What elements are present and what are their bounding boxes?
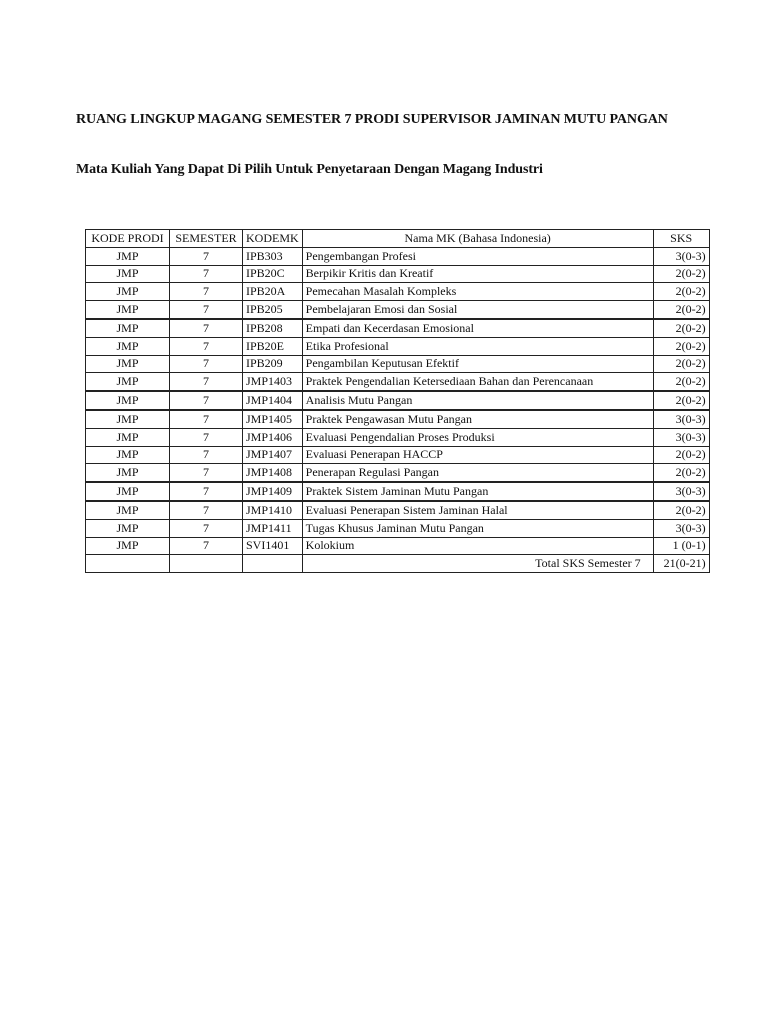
cell-sks: 2(0-2) — [653, 301, 709, 319]
cell-sks: 1 (0-1) — [653, 537, 709, 555]
total-row — [86, 555, 710, 573]
cell-semester: 7 — [170, 301, 243, 319]
document-subtitle: Mata Kuliah Yang Dapat Di Pilih Untuk Penyetaraan Dengan Magang Industri — [76, 162, 543, 177]
cell-semester: 7 — [170, 391, 243, 410]
total-blank-cell — [243, 555, 303, 573]
cell-sks: 2(0-2) — [653, 355, 709, 373]
cell-semester: 7 — [170, 265, 243, 283]
cell-kode-prodi: JMP — [86, 247, 170, 265]
cell-sks: 3(0-3) — [653, 247, 709, 265]
cell-semester: 7 — [170, 410, 243, 428]
cell-semester: 7 — [170, 247, 243, 265]
cell-nama-mk: Praktek Pengawasan Mutu Pangan — [302, 410, 653, 428]
cell-kodemk: IPB20C — [243, 265, 303, 283]
cell-semester: 7 — [170, 337, 243, 355]
table-row — [86, 391, 710, 410]
header-sks: SKS — [653, 230, 709, 248]
cell-kode-prodi: JMP — [86, 391, 170, 410]
cell-sks: 3(0-3) — [653, 519, 709, 537]
table-row — [86, 519, 710, 537]
cell-kodemk: JMP1411 — [243, 519, 303, 537]
cell-nama-mk: Pembelajaran Emosi dan Sosial — [302, 301, 653, 319]
cell-semester: 7 — [170, 373, 243, 391]
cell-kodemk: JMP1410 — [243, 501, 303, 519]
cell-kodemk: JMP1405 — [243, 410, 303, 428]
cell-semester: 7 — [170, 355, 243, 373]
cell-sks: 2(0-2) — [653, 464, 709, 482]
cell-nama-mk: Empati dan Kecerdasan Emosional — [302, 319, 653, 337]
cell-sks: 2(0-2) — [653, 391, 709, 410]
cell-sks: 2(0-2) — [653, 373, 709, 391]
cell-sks: 2(0-2) — [653, 337, 709, 355]
cell-kodemk: IPB209 — [243, 355, 303, 373]
table-header-row — [86, 230, 710, 248]
cell-sks: 2(0-2) — [653, 501, 709, 519]
header-kode-prodi: KODE PRODI — [86, 230, 170, 248]
cell-kodemk: JMP1403 — [243, 373, 303, 391]
cell-semester: 7 — [170, 464, 243, 482]
course-table-body — [86, 247, 710, 555]
total-blank-cell — [170, 555, 243, 573]
cell-kodemk: IPB20E — [243, 337, 303, 355]
cell-sks: 2(0-2) — [653, 446, 709, 464]
cell-nama-mk: Berpikir Kritis dan Kreatif — [302, 265, 653, 283]
cell-kodemk: JMP1406 — [243, 428, 303, 446]
cell-kode-prodi: JMP — [86, 446, 170, 464]
table-row — [86, 301, 710, 319]
cell-semester: 7 — [170, 537, 243, 555]
cell-nama-mk: Evaluasi Penerapan HACCP — [302, 446, 653, 464]
cell-kodemk: IPB303 — [243, 247, 303, 265]
table-row — [86, 337, 710, 355]
cell-kodemk: JMP1407 — [243, 446, 303, 464]
cell-kode-prodi: JMP — [86, 428, 170, 446]
cell-semester: 7 — [170, 446, 243, 464]
cell-kode-prodi: JMP — [86, 319, 170, 337]
cell-semester: 7 — [170, 319, 243, 337]
cell-nama-mk: Pengambilan Keputusan Efektif — [302, 355, 653, 373]
cell-kode-prodi: JMP — [86, 464, 170, 482]
cell-kodemk: JMP1408 — [243, 464, 303, 482]
table-row — [86, 501, 710, 519]
table-row — [86, 428, 710, 446]
cell-semester: 7 — [170, 283, 243, 301]
cell-nama-mk: Pemecahan Masalah Kompleks — [302, 283, 653, 301]
cell-semester: 7 — [170, 482, 243, 501]
header-semester: SEMESTER — [170, 230, 243, 248]
document-title: RUANG LINGKUP MAGANG SEMESTER 7 PRODI SUPERVISOR JAMINAN MUTU PANGAN — [76, 112, 668, 127]
cell-nama-mk: Penerapan Regulasi Pangan — [302, 464, 653, 482]
table-row — [86, 482, 710, 501]
table-row — [86, 283, 710, 301]
table-row — [86, 265, 710, 283]
cell-kode-prodi: JMP — [86, 337, 170, 355]
table-row — [86, 355, 710, 373]
total-value: 21(0-21) — [653, 555, 709, 573]
cell-sks: 2(0-2) — [653, 319, 709, 337]
cell-sks: 2(0-2) — [653, 283, 709, 301]
cell-kode-prodi: JMP — [86, 283, 170, 301]
cell-kodemk: SVI1401 — [243, 537, 303, 555]
cell-kode-prodi: JMP — [86, 519, 170, 537]
cell-nama-mk: Evaluasi Pengendalian Proses Produksi — [302, 428, 653, 446]
cell-nama-mk: Analisis Mutu Pangan — [302, 391, 653, 410]
cell-kode-prodi: JMP — [86, 537, 170, 555]
cell-kode-prodi: JMP — [86, 265, 170, 283]
table-row — [86, 410, 710, 428]
cell-nama-mk: Tugas Khusus Jaminan Mutu Pangan — [302, 519, 653, 537]
cell-nama-mk: Pengembangan Profesi — [302, 247, 653, 265]
cell-kode-prodi: JMP — [86, 301, 170, 319]
header-kodemk: KODEMK — [243, 230, 303, 248]
cell-kode-prodi: JMP — [86, 501, 170, 519]
cell-sks: 3(0-3) — [653, 410, 709, 428]
cell-kode-prodi: JMP — [86, 410, 170, 428]
cell-sks: 2(0-2) — [653, 265, 709, 283]
table-row — [86, 464, 710, 482]
cell-nama-mk: Praktek Pengendalian Ketersediaan Bahan dan Perencanaan — [302, 373, 653, 391]
cell-semester: 7 — [170, 519, 243, 537]
course-table — [85, 229, 710, 573]
cell-kodemk: JMP1409 — [243, 482, 303, 501]
cell-semester: 7 — [170, 501, 243, 519]
cell-kode-prodi: JMP — [86, 355, 170, 373]
cell-kode-prodi: JMP — [86, 373, 170, 391]
table-row — [86, 446, 710, 464]
cell-kodemk: IPB208 — [243, 319, 303, 337]
total-blank-cell — [86, 555, 170, 573]
cell-nama-mk: Etika Profesional — [302, 337, 653, 355]
cell-sks: 3(0-3) — [653, 428, 709, 446]
cell-nama-mk: Evaluasi Penerapan Sistem Jaminan Halal — [302, 501, 653, 519]
cell-nama-mk: Kolokium — [302, 537, 653, 555]
cell-sks: 3(0-3) — [653, 482, 709, 501]
table-row — [86, 247, 710, 265]
cell-kode-prodi: JMP — [86, 482, 170, 501]
cell-kodemk: IPB20A — [243, 283, 303, 301]
header-nama-mk: Nama MK (Bahasa Indonesia) — [302, 230, 653, 248]
table-row — [86, 537, 710, 555]
total-label: Total SKS Semester 7 — [302, 555, 653, 573]
cell-kodemk: JMP1404 — [243, 391, 303, 410]
table-row — [86, 319, 710, 337]
table-row — [86, 373, 710, 391]
cell-kodemk: IPB205 — [243, 301, 303, 319]
cell-semester: 7 — [170, 428, 243, 446]
cell-nama-mk: Praktek Sistem Jaminan Mutu Pangan — [302, 482, 653, 501]
